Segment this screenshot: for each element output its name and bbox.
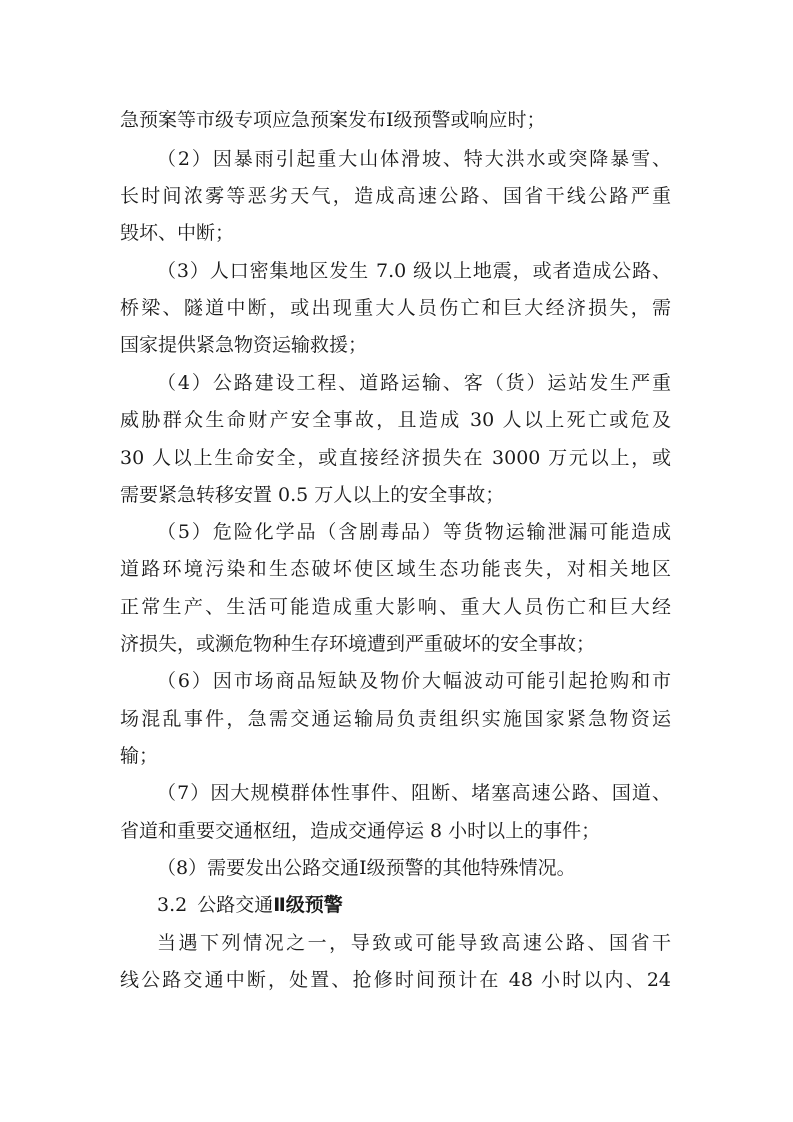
text-line: 正常生产、生活可能造成重大影响、重大人员伤亡和巨大经	[120, 596, 671, 618]
text-line: 毁坏、中断；	[120, 222, 235, 244]
text-line: 线公路交通中断，处置、抢修时间预计在 48 小时以内、24	[120, 969, 671, 991]
list-item-8-line: （8）需要发出公路交通Ⅰ级预警的其他特殊情况。	[157, 857, 576, 879]
list-item-7-line: （7）因大规模群体性事件、阻断、堵塞高速公路、国道、	[157, 782, 671, 804]
text-line: 济损失，或濒危物种生存环境遭到严重破坏的安全事故；	[120, 633, 596, 655]
section-heading	[157, 886, 343, 924]
text-line: 输；	[120, 745, 159, 767]
list-item-5-line: （5）危险化学品（含剧毒品）等货物运输泄漏可能造成	[157, 521, 671, 543]
text-line: 威胁群众生命财产安全事故，且造成 30 人以上死亡或危及	[120, 409, 671, 431]
text-line: 当遇下列情况之一，导致或可能导致高速公路、国省干	[157, 932, 671, 954]
text-line: 长时间浓雾等恶劣天气，造成高速公路、国省干线公路严重	[120, 185, 671, 207]
text-line: 需要紧急转移安置 0.5 万人以上的安全事故；	[120, 484, 505, 506]
text-line: 30 人以上生命安全，或直接经济损失在 3000 万元以上，或	[120, 447, 671, 469]
text-line: 道路环境污染和生态破坏使区域生态功能丧失，对相关地区	[120, 558, 671, 580]
text-line: 急预案等市级专项应急预案发布Ⅰ级预警或响应时；	[120, 109, 546, 131]
list-item-3-line: （3）人口密集地区发生 7.0 级以上地震，或者造成公路、	[157, 260, 671, 282]
list-item-2-line: （2）因暴雨引起重大山体滑坡、特大洪水或突降暴雪、	[157, 148, 671, 170]
text-line: 桥梁、隧道中断，或出现重大人员伤亡和巨大经济损失，需	[120, 297, 671, 319]
list-item-6-line: （6）因市场商品短缺及物价大幅波动可能引起抢购和市	[157, 670, 671, 692]
text-line: 国家提供紧急物资运输救援；	[120, 334, 368, 356]
text-line: 场混乱事件，急需交通运输局负责组织实施国家紧急物资运	[120, 708, 671, 730]
text-line: 省道和重要交通枢纽，造成交通停运 8 小时以上的事件；	[120, 820, 601, 842]
section-number: 3.2	[157, 894, 188, 916]
section-title-plain: 公路交通	[197, 894, 274, 916]
list-item-4-line: （4）公路建设工程、道路运输、客（货）运站发生严重	[157, 372, 671, 394]
section-title-bold: Ⅱ级预警	[273, 894, 343, 916]
